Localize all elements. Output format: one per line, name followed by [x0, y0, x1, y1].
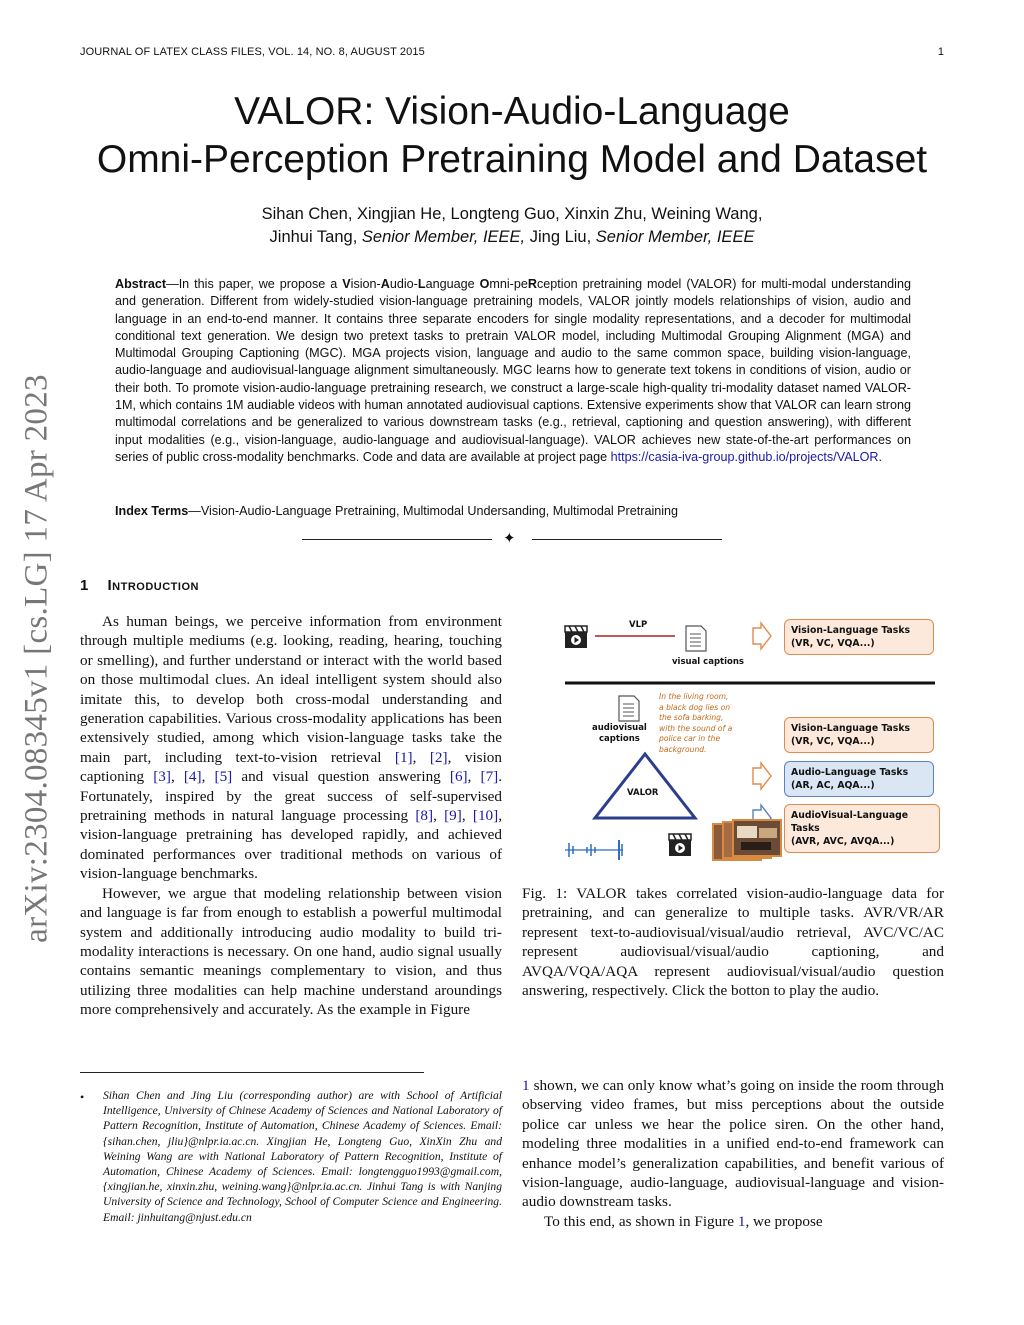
output-arrow-icon	[753, 763, 771, 789]
audio-language-tasks-box: Audio-Language Tasks (AR, AC, AQA...)	[784, 761, 934, 797]
caption-example-text: In the living room, a black dog lies on the sofa barking, with the sound of a police car in the background.	[659, 692, 733, 754]
authors-line-1: Sihan Chen, Xingjian He, Longteng Guo, Xinxin Zhu, Weining Wang,	[261, 205, 763, 223]
video-frames-thumbnail	[713, 820, 781, 860]
citation[interactable]: [4]	[183, 768, 202, 786]
document-icon	[619, 696, 639, 721]
citation[interactable]: [8]	[415, 807, 434, 825]
text: and visual question answering	[232, 768, 450, 786]
abstract-label: Abstract	[115, 277, 167, 291]
author-list	[0, 203, 1024, 249]
citation[interactable]: [9]	[444, 807, 462, 825]
paragraph: As human beings, we perceive information from environment through multiple mediums (e.g. looking, reading, hearing, touching or smelling), and further understand or interact with the world based on those multimodal clues. An ideal intelligent system should also imitate this, to develop both cross-modal understanding and generation capabilities. Various cross-modality applications has been extensively studied, among which vision-language tasks take the main part, including text-to-vision retrieval [1], [2], vision captioning [3], [4], [5] and visual question answering [6], [7]. Fortunately, inspired by the great success of self-supervised pretraining methods in natural language processing [8], [9], [10], vision-language pretraining has developed rapidly, and achieved dominated performances over traditional methods on various of vision-language benchmarks.	[80, 613, 503, 883]
citation[interactable]: [10]	[472, 807, 499, 825]
audio-waveform-icon[interactable]	[565, 840, 623, 860]
project-page-link[interactable]: https://casia-iva-group.github.io/projects/VALOR	[610, 449, 879, 464]
index-terms-label: Index Terms	[115, 504, 189, 518]
figure-reference[interactable]: 1	[737, 1212, 746, 1230]
citation[interactable]: [3]	[153, 768, 171, 786]
audiovisual-captions-label: audiovisual captions	[592, 723, 647, 744]
footnote-bullet-icon: •	[80, 1090, 85, 1104]
author-name: Jinhui Tang,	[269, 228, 358, 246]
vision-language-tasks-box: Vision-Language Tasks (VR, VC, VQA...)	[784, 717, 934, 753]
text: , we propose	[745, 1212, 823, 1230]
vlp-label: VLP	[629, 620, 648, 630]
citation[interactable]: [5]	[214, 768, 233, 786]
title-line-2: Omni-Perception Pretraining Model and Dataset	[96, 138, 928, 181]
output-arrow-icon	[753, 623, 771, 649]
video-clapper-icon[interactable]	[669, 834, 691, 856]
abstract-text: mni-pe	[489, 277, 528, 291]
acronym-letter: R	[527, 277, 537, 291]
figure-reference[interactable]: 1	[522, 1077, 530, 1094]
text: As human beings, we perceive information from environment through multiple mediums (e.g. looking, reading, hearing, touching or smelling), and further understand or interact with the world based on those multimodal clues. An ideal intelligent system should also imitate this, to develop both cross-modal understanding and generation capabilities. Various cross-modality applications has been extensively studied, among which vision-language tasks take the main part, including text-to-vision retrieval	[80, 613, 502, 766]
figure-1	[555, 612, 945, 870]
author-role: Senior Member, IEEE	[595, 228, 755, 246]
abstract-text: —In this paper, we propose a	[166, 277, 343, 291]
acronym-letter: L	[417, 277, 426, 291]
audiovisual-language-tasks-box: AudioVisual-Language Tasks (AVR, AVC, AVQA...)	[784, 804, 940, 853]
authors-line-2	[0, 226, 1024, 249]
footnote-rule	[80, 1072, 424, 1073]
acronym-letter: A	[380, 277, 390, 291]
text: , vision-language pretraining has developed rapidly, and achieved dominated performances over traditional methods on various of vision-language benchmarks.	[80, 807, 502, 883]
running-header: JOURNAL OF LATEX CLASS FILES, VOL. 14, NO. 8, AUGUST 2015	[80, 46, 425, 58]
author-name: Jing Liu,	[529, 228, 592, 246]
citation[interactable]: [1]	[394, 748, 413, 766]
index-terms	[115, 504, 911, 518]
citation[interactable]: [6]	[449, 768, 468, 786]
body-left-column	[80, 612, 502, 1020]
abstract-text: ception pretraining model (VALOR) for multi-modal understanding and generation. Different from widely-studied vision-language pretraining models, VALOR jointly models relationships of vision, audio and language in an end-to-end manner. It contains three separate encoders for single modality representations, and a decoder for multimodal conditional text generation. We design two pretext tasks to pretrain VALOR model, including Multimodal Grouping Alignment (MGA) and Multimodal Grouping Captioning (MGC). MGA projects vision, language and audio to the same common space, building vision-language, audio-language and audiovisual-language alignment simultaneously. MGC learns how to generate text tokens in conditions of vision, audio or their both. To promote vision-audio-language pretraining research, we construct a large-scale high-quality tri-modality dataset named VALOR-1M, which contains 1M audiable videos with human annotated audiovisual captions. Extensive experiments show that VALOR can learn strong multimodal correlations and be generalized to various downstream tasks (e.g., retrieval, captioning and question answering), with different input modalities (e.g., vision-language, audio-language and audiovisual-language). VALOR achieves new state-of-the-art performances on series of public cross-modality benchmarks. Code and data are available at project page	[115, 277, 911, 464]
separator-line-right	[532, 539, 722, 540]
document-icon	[686, 626, 706, 651]
valor-triangle	[595, 754, 695, 818]
paper-title	[0, 88, 1024, 184]
vision-language-tasks-box: Vision-Language Tasks (VR, VC, VQA...)	[784, 619, 934, 655]
acronym-letter: O	[479, 277, 490, 291]
text: , vision captioning	[80, 748, 502, 786]
text: shown, we can only know what’s going on inside the room through observing video frames, but miss perceptions about the outside police car unless we hear the police siren. On the other hand, modeling three modalities in a unified end-to-end framework can enhance model’s generalization capabilities, and benefit various of vision-language, audio-language, audiovisual-language and vision-audio downstream tasks.	[522, 1077, 944, 1211]
paragraph	[522, 1212, 944, 1231]
abstract-text: udio-	[389, 277, 418, 291]
abstract	[115, 276, 911, 466]
text: . Fortunately, inspired by the great success of self-supervised pretraining methods in natural language processing	[80, 768, 503, 825]
abstract-text: anguage	[425, 277, 480, 291]
arxiv-watermark: arXiv:2304.08345v1 [cs.LG] 17 Apr 2023	[18, 374, 55, 943]
footnote: Sihan Chen and Jing Liu (corresponding author) are with School of Artificial Intelligence, University of Chinese Academy of Sciences and National Laboratory of Pattern Recognition, Institute of Automation, Chinese Academy of Sciences. Email: {sihan.chen, jliu}@nlpr.ia.ac.cn. Xingjian He, Longteng Guo, XinXin Zhu and Weining Wang are with National Laboratory of Pattern Recognition, Institute of Automation, Chinese Academy of Sciences. Email: longtengguo1993@gmail.com, {xingjian.he, xinxin.zhu, weining.wang}@nlpr.ia.ac.cn. Jinhui Tang is with Nanjing University of Science and Technology, School of Computer Science and Engineering. Email: jinhuitang@njust.edu.cn	[103, 1089, 502, 1224]
body-right-column	[522, 1076, 944, 1231]
index-terms-text: —Vision-Audio-Language Pretraining, Multimodal Undersanding, Multimodal Pretraining	[188, 504, 679, 518]
figure-caption: Fig. 1: VALOR takes correlated vision-audio-language data for pretraining, and can generalize to multiple tasks. AVR/VR/AR represent text-to-audiovisual/visual/audio retrieval, AVC/VC/AC represent audiovisual/visual/audio captioning, and AVQA/VQA/AQA represent audiovisual/visual/audio question answering, respectively. Click the botton to play the audio.	[522, 885, 944, 1000]
visual-captions-label: visual captions	[672, 657, 744, 667]
title-line-1: VALOR: Vision-Audio-Language	[234, 90, 790, 133]
citation[interactable]: [7]	[480, 768, 499, 786]
page-number: 1	[937, 46, 944, 58]
valor-label: VALOR	[627, 788, 659, 798]
video-clapper-icon	[565, 626, 587, 648]
abstract-text: ision-	[350, 277, 381, 291]
section-heading	[80, 577, 199, 594]
paragraph	[522, 1076, 944, 1212]
section-title: Introduction	[107, 577, 199, 594]
abstract-text: .	[878, 449, 882, 464]
acronym-letter: V	[342, 277, 351, 291]
section-number: 1	[80, 577, 89, 594]
citation[interactable]: [2]	[429, 748, 448, 766]
separator-line-left	[302, 539, 492, 540]
paragraph: However, we argue that modeling relationship between vision and language is far from enough to establish a powerful multimodal system and additionally introducing audio modality to build tri-modality interactions is necessary. On one hand, audio signal usually contains semantic meanings complementary to vision, and thus utilizing three modalities can help machine understand aroundings more comprehensively and accurately. As the example in Figure	[80, 884, 502, 1019]
separator-star-icon: ✦	[503, 531, 516, 547]
author-role: Senior Member, IEEE,	[361, 228, 526, 246]
text: To this end, as shown in Figure	[544, 1212, 738, 1230]
